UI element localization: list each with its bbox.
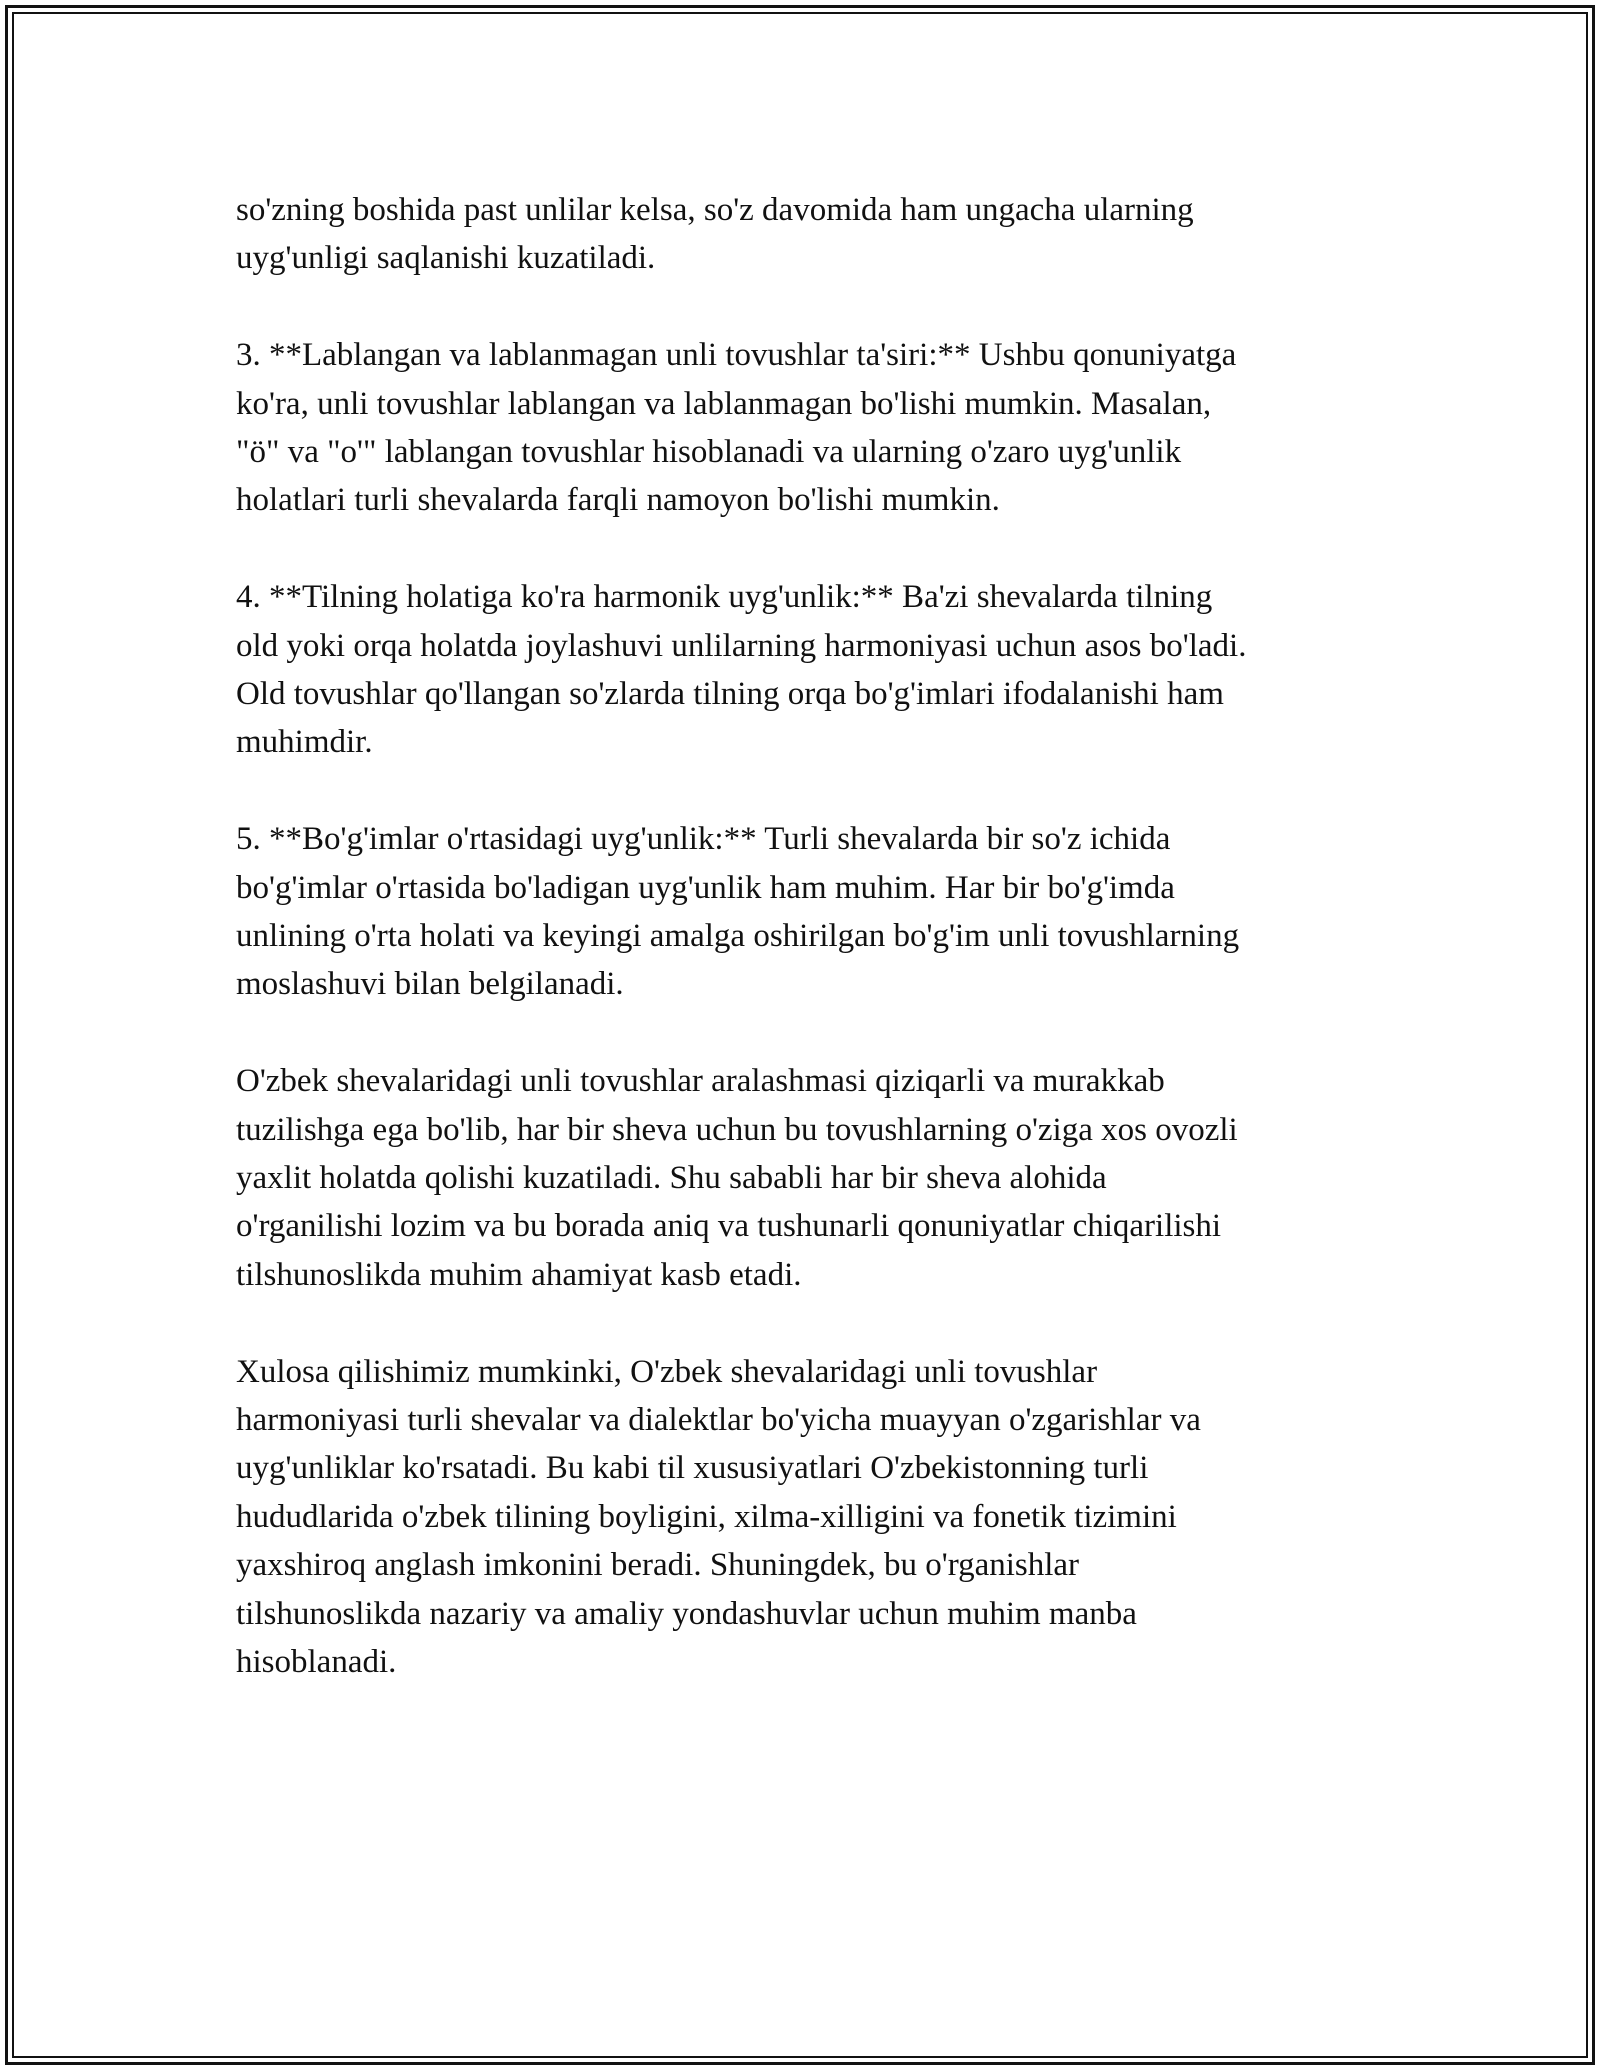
paragraph-continuation: so'zning boshida past unlilar kelsa, so'z davomida ham ungacha ularning uyg'unligi saqlanishi kuzatiladi.: [236, 192, 1194, 277]
paragraph-item-4: 4. **Tilning holatiga ko'ra harmonik uyg'unlik:** Ba'zi shevalarda tilning old yoki orqa holatda joylashuvi unlilarning harmoniyasi uchun asos bo'ladi. Old tovushlar qo'llangan so'zlarda tilning orqa bo'g'imlari ifodalanishi ham muhimdir.: [236, 579, 1247, 761]
document-body: [236, 186, 1376, 1735]
paragraph-item-3: 3. **Lablangan va lablanmagan unli tovushlar ta'siri:** Ushbu qonuniyatga ko'ra, unli tovushlar lablangan va lablanmagan bo'lishi mumkin. Masalan, "ö" va "o'" lablangan tovushlar hisoblanadi va ularning o'zaro uyg'unlik holatlari turli shevalarda farqli namoyon bo'lishi mumkin.: [236, 337, 1237, 519]
paragraph-conclusion: Xulosa qilishimiz mumkinki, O'zbek shevalaridagi unli tovushlar harmoniyasi turli shevalar va dialektlar bo'yicha muayyan o'zgarishlar va uyg'unliklar ko'rsatadi. Bu kabi til xususiyatlari O'zbekistonning turli hududlarida o'zbek tilining boyligini, xilma-xilligini va fonetik tizimini yaxshiroq anglash imkonini beradi. Shuningdek, bu o'rganishlar tilshunoslikda nazariy va amaliy yondashuvlar uchun muhim manba hisoblanadi.: [236, 1353, 1201, 1681]
paragraph-item-5: 5. **Bo'g'imlar o'rtasidagi uyg'unlik:** Turli shevalarda bir so'z ichida bo'g'imlar o'rtasida bo'ladigan uyg'unlik ham muhim. Har bir bo'g'imda unlining o'rta holati va keyingi amalga oshirilgan bo'g'im unli tovushlarning moslashuvi bilan belgilanadi.: [236, 821, 1240, 1003]
paragraph-summary: O'zbek shevalaridagi unli tovushlar aralashmasi qiziqarli va murakkab tuzilishga ega bo'lib, har bir sheva uchun bu tovushlarning o'ziga xos ovozli yaxlit holatda qolishi kuzatiladi. Shu sababli har bir sheva alohida o'rganilishi lozim va bu borada aniq va tushunarli qonuniyatlar chiqarilishi tilshunoslikda muhim ahamiyat kasb etadi.: [236, 1063, 1238, 1293]
